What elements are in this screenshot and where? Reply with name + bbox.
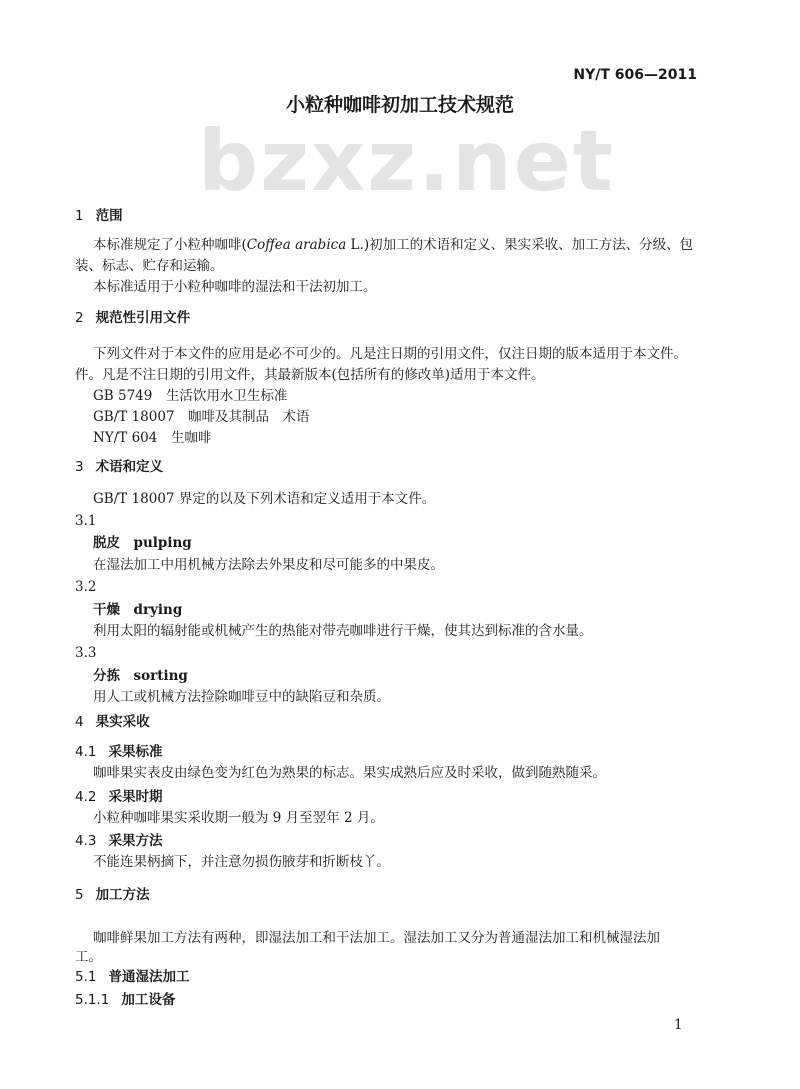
- section-5-heading: [75, 886, 150, 904]
- paragraph: 咖啡鲜果加工方法有两种，即湿法加工和干法加工。湿法加工又分为普通湿法加工和机械湿法加: [93, 930, 660, 946]
- subsection-title: 采果标准: [108, 744, 163, 760]
- watermark: bzxz.net: [198, 112, 615, 210]
- subsection-title: 普通湿法加工: [108, 969, 190, 985]
- latin-name: Coffea arabica: [246, 237, 347, 253]
- term-en: drying: [133, 602, 183, 618]
- paragraph: 咖啡果实表皮由绿色变为红色为熟果的标志。果实成熟后应及时采收，做到随熟随采。: [93, 765, 606, 781]
- paragraph-cont: 装、标志、贮存和运输。: [75, 258, 224, 274]
- paragraph: [93, 236, 693, 254]
- term-en: pulping: [133, 535, 192, 551]
- section-title: 术语和定义: [95, 459, 164, 475]
- section-number: 4: [75, 714, 84, 730]
- term-number: 3.1: [75, 513, 97, 529]
- subsection-heading: [75, 968, 189, 986]
- section-title: 规范性引用文件: [95, 310, 191, 326]
- section-number: 1: [75, 208, 84, 224]
- section-3-heading: [75, 458, 163, 476]
- term-number: 3.3: [75, 645, 97, 661]
- term-definition: 利用太阳的辐射能或机械产生的热能对带壳咖啡进行干燥，使其达到标准的含水量。: [93, 623, 593, 639]
- section-title: 果实采收: [95, 714, 150, 730]
- ref-name: 生咖啡: [170, 430, 212, 446]
- section-number: 2: [75, 310, 84, 326]
- term-en: sorting: [133, 668, 188, 684]
- standard-number: NY/T 606—2011: [573, 67, 697, 83]
- reference-item: [93, 408, 310, 426]
- paragraph: GB/T 18007 界定的以及下列术语和定义适用于本文件。: [93, 491, 436, 507]
- subsection-title: 加工设备: [121, 992, 176, 1008]
- paragraph-cont: 件。凡是不注日期的引用文件，其最新版本(包括所有的修改单)适用于本文件。: [75, 367, 545, 383]
- subsection-heading: [75, 832, 162, 850]
- subsection-number: 4.1: [75, 744, 97, 760]
- subsection-number: 4.2: [75, 789, 97, 805]
- paragraph-cont: 工。: [75, 949, 102, 965]
- subsection-title: 采果时期: [108, 789, 163, 805]
- subsection-heading: [75, 991, 175, 1009]
- term-zh: 干燥: [93, 602, 120, 618]
- page-number: 1: [674, 1017, 683, 1033]
- text: L.)初加工的术语和定义、果实采收、加工方法、分级、包: [346, 237, 694, 253]
- paragraph: 下列文件对于本文件的应用是必不可少的。凡是注日期的引用文件，仅注日期的版本适用于本文件。: [93, 346, 687, 362]
- term-heading: [93, 667, 188, 685]
- subsection-number: 5.1: [75, 969, 97, 985]
- paragraph: 小粒种咖啡果实采收期一般为 9 月至翌年 2 月。: [93, 810, 384, 826]
- paragraph: 本标准适用于小粒种咖啡的湿法和干法初加工。: [93, 279, 377, 295]
- ref-code: NY/T 604: [93, 430, 158, 446]
- paragraph: 不能连果柄摘下，并注意勿损伤腋芽和折断枝丫。: [93, 854, 390, 870]
- document-title: 小粒种咖啡初加工技术规范: [285, 94, 514, 116]
- ref-code: GB 5749: [93, 388, 153, 404]
- term-definition: 在湿法加工中用机械方法除去外果皮和尽可能多的中果皮。: [93, 557, 444, 573]
- term-zh: 脱皮: [93, 535, 120, 551]
- term-number: 3.2: [75, 579, 97, 595]
- ref-name: 生活饮用水卫生标准: [165, 388, 288, 404]
- section-title: 加工方法: [95, 887, 150, 903]
- term-heading: [93, 601, 182, 619]
- ref-code: GB/T 18007: [93, 409, 175, 425]
- term-heading: [93, 534, 192, 552]
- text: 本标准规定了小粒种咖啡(: [93, 237, 247, 253]
- section-number: 3: [75, 459, 84, 475]
- ref-name: 咖啡及其制品 术语: [188, 409, 310, 425]
- section-number: 5: [75, 887, 84, 903]
- section-2-heading: [75, 309, 190, 327]
- reference-item: [93, 387, 287, 405]
- section-4-heading: [75, 713, 150, 731]
- subsection-number: 5.1.1: [75, 992, 110, 1008]
- section-title: 范围: [95, 208, 123, 224]
- term-zh: 分拣: [93, 668, 120, 684]
- subsection-number: 4.3: [75, 833, 97, 849]
- subsection-heading: [75, 788, 162, 806]
- subsection-heading: [75, 743, 162, 761]
- section-1-heading: [75, 207, 123, 225]
- term-definition: 用人工或机械方法捡除咖啡豆中的缺陷豆和杂质。: [93, 689, 390, 705]
- subsection-title: 采果方法: [108, 833, 163, 849]
- reference-item: [93, 429, 211, 447]
